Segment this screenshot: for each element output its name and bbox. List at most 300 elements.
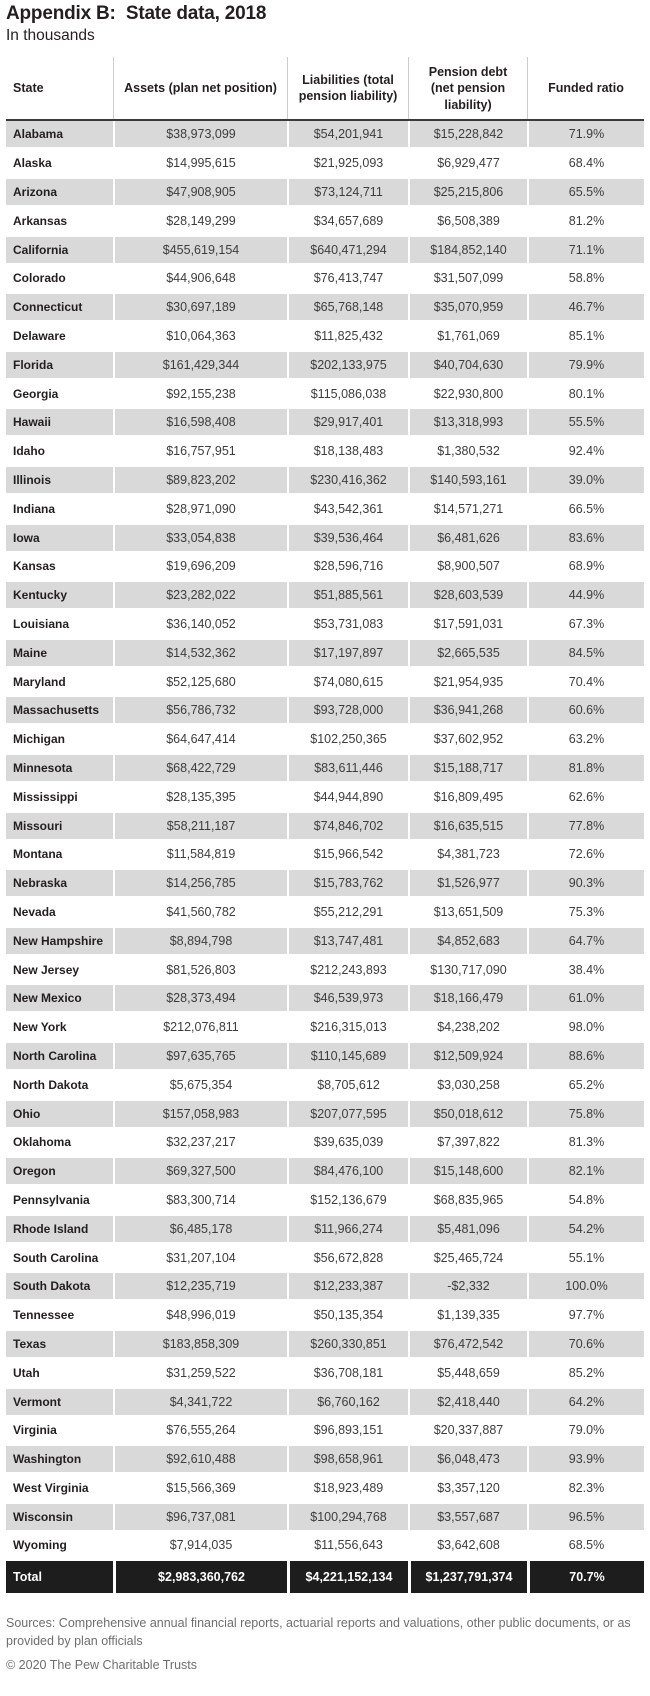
assets-cell: $32,237,217: [113, 1129, 287, 1155]
pension-debt-cell: $140,593,161: [408, 467, 527, 493]
sources-note: Sources: Comprehensive annual financial reports, actuarial reports and valuations, other public documents, or as provided by plan officials: [6, 1616, 631, 1649]
pension-debt-cell: $14,571,271: [408, 496, 527, 522]
table-row: [6, 755, 644, 781]
pension-debt-cell: $1,761,069: [408, 323, 527, 349]
funded-ratio-cell: 71.9%: [527, 121, 644, 147]
funded-ratio-cell: 68.9%: [527, 553, 644, 579]
pension-debt-cell: $130,717,090: [408, 957, 527, 983]
liabilities-cell: $29,917,401: [287, 409, 408, 435]
state-name-cell: Arkansas: [6, 208, 113, 234]
pension-debt-cell: $21,954,935: [408, 669, 527, 695]
table-total-row: [6, 1561, 644, 1593]
pension-debt-cell: $13,318,993: [408, 409, 527, 435]
funded-ratio-cell: 55.1%: [527, 1245, 644, 1271]
state-name-cell: West Virginia: [6, 1475, 113, 1501]
pension-debt-cell: $6,481,626: [408, 525, 527, 551]
table-row: [6, 381, 644, 407]
funded-ratio-cell: 81.3%: [527, 1129, 644, 1155]
pension-debt-cell: $76,472,542: [408, 1331, 527, 1357]
pension-debt-cell: $35,070,959: [408, 294, 527, 320]
funded-ratio-cell: 55.5%: [527, 409, 644, 435]
state-name-cell: Minnesota: [6, 755, 113, 781]
liabilities-cell: $207,077,595: [287, 1101, 408, 1127]
liabilities-cell: $93,728,000: [287, 697, 408, 723]
column-header-funded-ratio: Funded ratio: [527, 57, 644, 119]
assets-cell: $157,058,983: [113, 1101, 287, 1127]
column-header-assets: Assets (plan net position): [113, 57, 287, 119]
state-name-cell: Wyoming: [6, 1532, 113, 1558]
funded-ratio-cell: 39.0%: [527, 467, 644, 493]
table-row: [6, 1360, 644, 1386]
assets-cell: $4,341,722: [113, 1389, 287, 1415]
pension-debt-cell: $8,900,507: [408, 553, 527, 579]
assets-cell: $12,235,719: [113, 1273, 287, 1299]
liabilities-cell: $15,966,542: [287, 841, 408, 867]
pension-debt-cell: $17,591,031: [408, 611, 527, 637]
assets-cell: $31,207,104: [113, 1245, 287, 1271]
assets-cell: $58,211,187: [113, 813, 287, 839]
pension-debt-cell: $15,188,717: [408, 755, 527, 781]
pension-debt-cell: $18,166,479: [408, 985, 527, 1011]
liabilities-cell: $640,471,294: [287, 237, 408, 263]
assets-cell: $52,125,680: [113, 669, 287, 695]
liabilities-cell: $216,315,013: [287, 1014, 408, 1040]
table-row: [6, 1417, 644, 1443]
pension-debt-cell: $4,238,202: [408, 1014, 527, 1040]
liabilities-cell: $8,705,612: [287, 1072, 408, 1098]
column-header-liabilities: Liabilities (total pension liability): [287, 57, 408, 119]
liabilities-cell: $73,124,711: [287, 179, 408, 205]
pension-debt-cell: $5,481,096: [408, 1216, 527, 1242]
state-name-cell: Indiana: [6, 496, 113, 522]
state-name-cell: Kansas: [6, 553, 113, 579]
assets-cell: $36,140,052: [113, 611, 287, 637]
state-name-cell: Tennessee: [6, 1302, 113, 1328]
funded-ratio-cell: 77.8%: [527, 813, 644, 839]
funded-ratio-cell: 70.4%: [527, 669, 644, 695]
funded-ratio-cell: 65.5%: [527, 179, 644, 205]
state-name-cell: Iowa: [6, 525, 113, 551]
liabilities-cell: $34,657,689: [287, 208, 408, 234]
pension-debt-cell: $25,465,724: [408, 1245, 527, 1271]
liabilities-cell: $98,658,961: [287, 1446, 408, 1472]
table-row: [6, 928, 644, 954]
assets-cell: $38,973,099: [113, 121, 287, 147]
table-row: [6, 899, 644, 925]
liabilities-cell: $110,145,689: [287, 1043, 408, 1069]
state-name-cell: North Carolina: [6, 1043, 113, 1069]
pension-debt-cell: $184,852,140: [408, 237, 527, 263]
pension-debt-cell: $6,508,389: [408, 208, 527, 234]
state-name-cell: Ohio: [6, 1101, 113, 1127]
liabilities-cell: $51,885,561: [287, 582, 408, 608]
table-row: [6, 985, 644, 1011]
state-name-cell: Utah: [6, 1360, 113, 1386]
liabilities-cell: $230,416,362: [287, 467, 408, 493]
funded-ratio-cell: 96.5%: [527, 1504, 644, 1530]
page-title: Appendix B: State data, 2018: [6, 3, 267, 24]
state-name-cell: Alabama: [6, 121, 113, 147]
liabilities-cell: $12,233,387: [287, 1273, 408, 1299]
assets-cell: $15,566,369: [113, 1475, 287, 1501]
liabilities-cell: $28,596,716: [287, 553, 408, 579]
assets-cell: $47,908,905: [113, 179, 287, 205]
state-name-cell: Connecticut: [6, 294, 113, 320]
table-row: [6, 1072, 644, 1098]
funded-ratio-cell: 58.8%: [527, 265, 644, 291]
pension-debt-cell: $3,030,258: [408, 1072, 527, 1098]
pension-debt-cell: $5,448,659: [408, 1360, 527, 1386]
assets-cell: $212,076,811: [113, 1014, 287, 1040]
total-assets-cell: $2,983,360,762: [113, 1561, 287, 1593]
funded-ratio-cell: 75.3%: [527, 899, 644, 925]
state-name-cell: California: [6, 237, 113, 263]
assets-cell: $83,300,714: [113, 1187, 287, 1213]
assets-cell: $97,635,765: [113, 1043, 287, 1069]
table-row: [6, 409, 644, 435]
funded-ratio-cell: 82.3%: [527, 1475, 644, 1501]
funded-ratio-cell: 71.1%: [527, 237, 644, 263]
pension-debt-cell: $2,665,535: [408, 640, 527, 666]
table-row: [6, 957, 644, 983]
assets-cell: $69,327,500: [113, 1158, 287, 1184]
liabilities-cell: $202,133,975: [287, 352, 408, 378]
liabilities-cell: $46,539,973: [287, 985, 408, 1011]
pension-debt-cell: $3,357,120: [408, 1475, 527, 1501]
assets-cell: $68,422,729: [113, 755, 287, 781]
pension-debt-cell: $68,835,965: [408, 1187, 527, 1213]
state-name-cell: South Dakota: [6, 1273, 113, 1299]
table-row: [6, 265, 644, 291]
total-funded-ratio-cell: 70.7%: [527, 1561, 644, 1593]
assets-cell: $56,786,732: [113, 697, 287, 723]
state-name-cell: Alaska: [6, 150, 113, 176]
pension-debt-cell: $16,809,495: [408, 784, 527, 810]
state-name-cell: Virginia: [6, 1417, 113, 1443]
liabilities-cell: $43,542,361: [287, 496, 408, 522]
funded-ratio-cell: 65.2%: [527, 1072, 644, 1098]
pension-debt-cell: $37,602,952: [408, 726, 527, 752]
funded-ratio-cell: 68.4%: [527, 150, 644, 176]
liabilities-cell: $76,413,747: [287, 265, 408, 291]
funded-ratio-cell: 68.5%: [527, 1532, 644, 1558]
pension-debt-cell: $1,139,335: [408, 1302, 527, 1328]
liabilities-cell: $100,294,768: [287, 1504, 408, 1530]
pension-debt-cell: $1,526,977: [408, 870, 527, 896]
total-label-cell: Total: [6, 1561, 113, 1593]
state-name-cell: Kentucky: [6, 582, 113, 608]
funded-ratio-cell: 62.6%: [527, 784, 644, 810]
funded-ratio-cell: 84.5%: [527, 640, 644, 666]
funded-ratio-cell: 80.1%: [527, 381, 644, 407]
pension-debt-cell: $6,048,473: [408, 1446, 527, 1472]
table-row: [6, 553, 644, 579]
liabilities-cell: $11,825,432: [287, 323, 408, 349]
state-name-cell: Mississippi: [6, 784, 113, 810]
state-name-cell: Idaho: [6, 438, 113, 464]
state-name-cell: Missouri: [6, 813, 113, 839]
assets-cell: $81,526,803: [113, 957, 287, 983]
assets-cell: $11,584,819: [113, 841, 287, 867]
state-name-cell: Colorado: [6, 265, 113, 291]
pension-debt-cell: $40,704,630: [408, 352, 527, 378]
table-row: [6, 1129, 644, 1155]
liabilities-cell: $36,708,181: [287, 1360, 408, 1386]
liabilities-cell: $21,925,093: [287, 150, 408, 176]
liabilities-cell: $11,966,274: [287, 1216, 408, 1242]
funded-ratio-cell: 88.6%: [527, 1043, 644, 1069]
assets-cell: $28,971,090: [113, 496, 287, 522]
state-name-cell: Louisiana: [6, 611, 113, 637]
state-name-cell: Illinois: [6, 467, 113, 493]
table-row: [6, 179, 644, 205]
assets-cell: $16,598,408: [113, 409, 287, 435]
assets-cell: $96,737,081: [113, 1504, 287, 1530]
assets-cell: $92,610,488: [113, 1446, 287, 1472]
funded-ratio-cell: 75.8%: [527, 1101, 644, 1127]
table-row: [6, 669, 644, 695]
assets-cell: $23,282,022: [113, 582, 287, 608]
table-row: [6, 611, 644, 637]
pension-debt-cell: $20,337,887: [408, 1417, 527, 1443]
table-row: [6, 640, 644, 666]
assets-cell: $33,054,838: [113, 525, 287, 551]
liabilities-cell: $152,136,679: [287, 1187, 408, 1213]
state-name-cell: Nevada: [6, 899, 113, 925]
state-name-cell: Oregon: [6, 1158, 113, 1184]
total-pension-debt-cell: $1,237,791,374: [408, 1561, 527, 1593]
assets-cell: $41,560,782: [113, 899, 287, 925]
pension-debt-cell: $15,228,842: [408, 121, 527, 147]
state-name-cell: Rhode Island: [6, 1216, 113, 1242]
liabilities-cell: $74,846,702: [287, 813, 408, 839]
table-row: [6, 150, 644, 176]
liabilities-cell: $44,944,890: [287, 784, 408, 810]
liabilities-cell: $39,536,464: [287, 525, 408, 551]
funded-ratio-cell: 93.9%: [527, 1446, 644, 1472]
liabilities-cell: $11,556,643: [287, 1532, 408, 1558]
table-header: [6, 57, 644, 121]
funded-ratio-cell: 81.2%: [527, 208, 644, 234]
column-header-pension-debt: Pension debt (net pension liability): [408, 57, 527, 119]
funded-ratio-cell: 90.3%: [527, 870, 644, 896]
funded-ratio-cell: 64.2%: [527, 1389, 644, 1415]
liabilities-cell: $50,135,354: [287, 1302, 408, 1328]
state-name-cell: Oklahoma: [6, 1129, 113, 1155]
funded-ratio-cell: 97.7%: [527, 1302, 644, 1328]
assets-cell: $14,995,615: [113, 150, 287, 176]
pension-debt-cell: $7,397,822: [408, 1129, 527, 1155]
assets-cell: $7,914,035: [113, 1532, 287, 1558]
liabilities-cell: $260,330,851: [287, 1331, 408, 1357]
pension-debt-cell: $13,651,509: [408, 899, 527, 925]
pension-debt-cell: $3,557,687: [408, 1504, 527, 1530]
table-row: [6, 1504, 644, 1530]
assets-cell: $48,996,019: [113, 1302, 287, 1328]
state-name-cell: Georgia: [6, 381, 113, 407]
state-name-cell: Arizona: [6, 179, 113, 205]
liabilities-cell: $55,212,291: [287, 899, 408, 925]
table-row: [6, 352, 644, 378]
state-name-cell: Massachusetts: [6, 697, 113, 723]
state-name-cell: New Jersey: [6, 957, 113, 983]
table-row: [6, 237, 644, 263]
assets-cell: $183,858,309: [113, 1331, 287, 1357]
state-name-cell: New Mexico: [6, 985, 113, 1011]
pension-debt-cell: $31,507,099: [408, 265, 527, 291]
assets-cell: $92,155,238: [113, 381, 287, 407]
state-name-cell: South Carolina: [6, 1245, 113, 1271]
table-row: [6, 1331, 644, 1357]
funded-ratio-cell: 60.6%: [527, 697, 644, 723]
assets-cell: $28,373,494: [113, 985, 287, 1011]
state-name-cell: Hawaii: [6, 409, 113, 435]
state-name-cell: Washington: [6, 1446, 113, 1472]
table-row: [6, 525, 644, 551]
liabilities-cell: $18,923,489: [287, 1475, 408, 1501]
pension-debt-cell: $28,603,539: [408, 582, 527, 608]
assets-cell: $5,675,354: [113, 1072, 287, 1098]
state-name-cell: Michigan: [6, 726, 113, 752]
table-row: [6, 1446, 644, 1472]
table-row: [6, 438, 644, 464]
liabilities-cell: $102,250,365: [287, 726, 408, 752]
table-row: [6, 496, 644, 522]
table-row: [6, 1475, 644, 1501]
pension-debt-cell: $2,418,440: [408, 1389, 527, 1415]
pension-debt-cell: $16,635,515: [408, 813, 527, 839]
state-name-cell: Vermont: [6, 1389, 113, 1415]
assets-cell: $28,149,299: [113, 208, 287, 234]
assets-cell: $31,259,522: [113, 1360, 287, 1386]
assets-cell: $28,135,395: [113, 784, 287, 810]
table-row: [6, 726, 644, 752]
state-name-cell: Florida: [6, 352, 113, 378]
table-row: [6, 467, 644, 493]
state-name-cell: Montana: [6, 841, 113, 867]
funded-ratio-cell: 83.6%: [527, 525, 644, 551]
pension-debt-cell: -$2,332: [408, 1273, 527, 1299]
funded-ratio-cell: 85.1%: [527, 323, 644, 349]
table-body: [6, 121, 644, 1558]
funded-ratio-cell: 79.9%: [527, 352, 644, 378]
table-row: [6, 1101, 644, 1127]
assets-cell: $8,894,798: [113, 928, 287, 954]
funded-ratio-cell: 66.5%: [527, 496, 644, 522]
liabilities-cell: $17,197,897: [287, 640, 408, 666]
funded-ratio-cell: 85.2%: [527, 1360, 644, 1386]
liabilities-cell: $18,138,483: [287, 438, 408, 464]
pension-debt-cell: $36,941,268: [408, 697, 527, 723]
column-header-state: State: [13, 81, 44, 96]
table-row: [6, 582, 644, 608]
state-name-cell: Pennsylvania: [6, 1187, 113, 1213]
table-row: [6, 1273, 644, 1299]
table-row: [6, 1014, 644, 1040]
funded-ratio-cell: 64.7%: [527, 928, 644, 954]
state-name-cell: Nebraska: [6, 870, 113, 896]
assets-cell: $64,647,414: [113, 726, 287, 752]
liabilities-cell: $96,893,151: [287, 1417, 408, 1443]
state-name-cell: Delaware: [6, 323, 113, 349]
liabilities-cell: $83,611,446: [287, 755, 408, 781]
funded-ratio-cell: 44.9%: [527, 582, 644, 608]
liabilities-cell: $56,672,828: [287, 1245, 408, 1271]
funded-ratio-cell: 81.8%: [527, 755, 644, 781]
pension-debt-cell: $6,929,477: [408, 150, 527, 176]
table-row: [6, 784, 644, 810]
pension-debt-cell: $4,852,683: [408, 928, 527, 954]
pension-debt-cell: $12,509,924: [408, 1043, 527, 1069]
table-row: [6, 1532, 644, 1558]
funded-ratio-cell: 79.0%: [527, 1417, 644, 1443]
table-row: [6, 1389, 644, 1415]
funded-ratio-cell: 67.3%: [527, 611, 644, 637]
funded-ratio-cell: 54.8%: [527, 1187, 644, 1213]
total-liabilities-cell: $4,221,152,134: [287, 1561, 408, 1593]
assets-cell: $6,485,178: [113, 1216, 287, 1242]
assets-cell: $161,429,344: [113, 352, 287, 378]
funded-ratio-cell: 54.2%: [527, 1216, 644, 1242]
liabilities-cell: $13,747,481: [287, 928, 408, 954]
table-row: [6, 1043, 644, 1069]
state-name-cell: North Dakota: [6, 1072, 113, 1098]
state-name-cell: New York: [6, 1014, 113, 1040]
funded-ratio-cell: 100.0%: [527, 1273, 644, 1299]
assets-cell: $44,906,648: [113, 265, 287, 291]
assets-cell: $76,555,264: [113, 1417, 287, 1443]
assets-cell: $89,823,202: [113, 467, 287, 493]
table-row: [6, 323, 644, 349]
liabilities-cell: $53,731,083: [287, 611, 408, 637]
table-row: [6, 1158, 644, 1184]
liabilities-cell: $54,201,941: [287, 121, 408, 147]
assets-cell: $10,064,363: [113, 323, 287, 349]
assets-cell: $14,256,785: [113, 870, 287, 896]
funded-ratio-cell: 46.7%: [527, 294, 644, 320]
assets-cell: $14,532,362: [113, 640, 287, 666]
assets-cell: $19,696,209: [113, 553, 287, 579]
assets-cell: $16,757,951: [113, 438, 287, 464]
table-row: [6, 841, 644, 867]
table-row: [6, 1245, 644, 1271]
page-subtitle: In thousands: [6, 26, 95, 44]
funded-ratio-cell: 82.1%: [527, 1158, 644, 1184]
funded-ratio-cell: 92.4%: [527, 438, 644, 464]
funded-ratio-cell: 98.0%: [527, 1014, 644, 1040]
table-row: [6, 208, 644, 234]
state-name-cell: Texas: [6, 1331, 113, 1357]
pension-debt-cell: $3,642,608: [408, 1532, 527, 1558]
funded-ratio-cell: 70.6%: [527, 1331, 644, 1357]
pension-debt-cell: $50,018,612: [408, 1101, 527, 1127]
liabilities-cell: $65,768,148: [287, 294, 408, 320]
liabilities-cell: $74,080,615: [287, 669, 408, 695]
liabilities-cell: $39,635,039: [287, 1129, 408, 1155]
pension-debt-cell: $1,380,532: [408, 438, 527, 464]
pension-debt-cell: $4,381,723: [408, 841, 527, 867]
funded-ratio-cell: 63.2%: [527, 726, 644, 752]
liabilities-cell: $6,760,162: [287, 1389, 408, 1415]
state-name-cell: Maine: [6, 640, 113, 666]
state-name-cell: New Hampshire: [6, 928, 113, 954]
assets-cell: $30,697,189: [113, 294, 287, 320]
funded-ratio-cell: 61.0%: [527, 985, 644, 1011]
table-row: [6, 697, 644, 723]
funded-ratio-cell: 72.6%: [527, 841, 644, 867]
liabilities-cell: $15,783,762: [287, 870, 408, 896]
liabilities-cell: $84,476,100: [287, 1158, 408, 1184]
